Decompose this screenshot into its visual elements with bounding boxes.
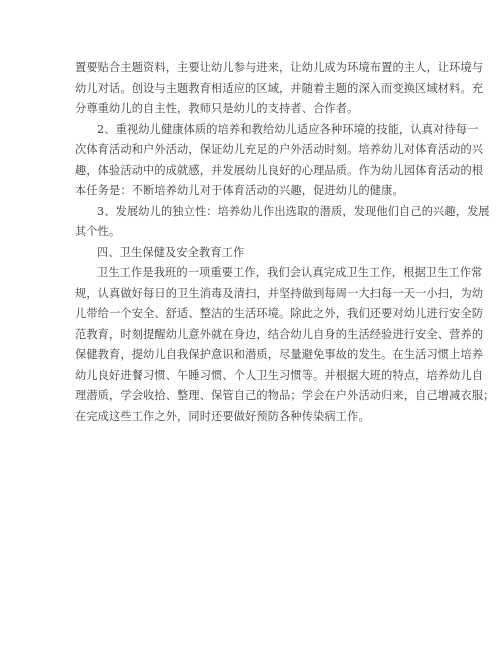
text-line: 幼儿良好进餐习惯、午睡习惯、个人卫生习惯等。并根据大班的特点，培养幼儿自	[75, 368, 484, 382]
text-line: 分尊重幼儿的自主性，教师只是幼儿的支持者、合作者。	[75, 102, 359, 115]
section-heading: 四、卫生保健及安全教育工作	[97, 245, 245, 259]
text-line: 儿带给一个安全、舒适、整洁的生活环境。除此之外，我们还要对幼儿进行安全防	[75, 307, 484, 320]
text-line: 理潜质，学会收拾、整理、保管自己的物品；学会在户外活动归来，自己增减衣服；	[75, 389, 495, 402]
text-line: 幼儿对话。创设与主题教育相适应的区域，并随着主题的深入而变换区域材料。充	[75, 81, 484, 95]
text-line: 3、发展幼儿的独立性：培养幼儿作出选取的潜质，发现他们自己的兴趣，发展	[97, 204, 490, 218]
text-line: 本任务是：不断培养幼儿对于体育活动的兴趣，促进幼儿的健康。	[75, 184, 404, 197]
text-line: 范教育，时刻提醒幼儿意外就在身边，结合幼儿自身的生活经验进行安全、营养的	[75, 327, 484, 341]
text-line: 次体育活动和户外活动，保证幼儿充足的户外活动时刻。培养幼儿对体育活动的兴	[75, 143, 484, 156]
text-line: 趣，体验活动中的成就感，并发展幼儿良好的心理品质。作为幼儿园体育活动的根	[75, 163, 484, 177]
text-line: 其个性。	[75, 225, 121, 238]
text-line: 2、重视幼儿健康体质的培养和教给幼儿适应各种环境的技能，认真对待每一	[97, 122, 479, 136]
text-line: 置要贴合主题资料，主要让幼儿参与进来，让幼儿成为环境布置的主人，让环境与	[75, 61, 484, 74]
text-line: 保健教育，提幼儿自我保护意识和潜质，尽量避免事故的发生。在生活习惯上培养	[75, 348, 484, 361]
text-line: 卫生工作是我班的一项重要工作，我们会认真完成卫生工作，根据卫生工作常	[97, 266, 483, 279]
text-line: 在完成这些工作之外，同时还要做好预防各种传染病工作。	[75, 409, 370, 423]
text-line: 规，认真做好每日的卫生消毒及清扫，并坚持做到每周一大扫每一天一小扫，为幼	[75, 286, 484, 300]
document-page	[75, 58, 495, 427]
